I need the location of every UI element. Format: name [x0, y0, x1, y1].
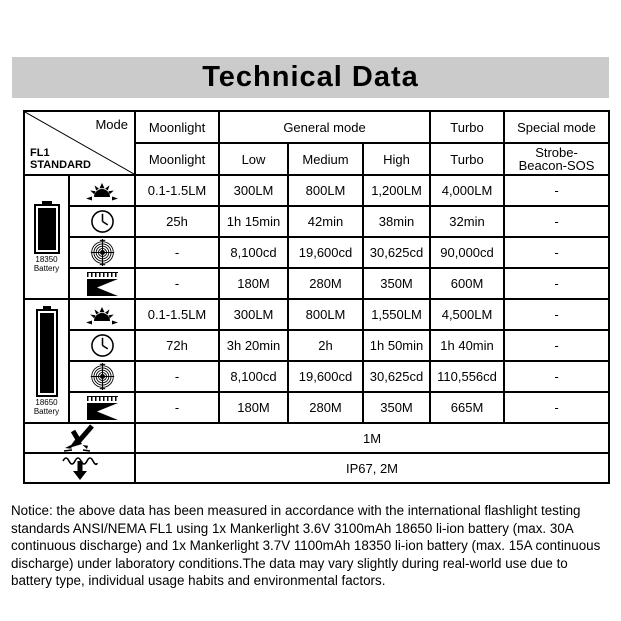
row-18650-intensity [24, 361, 609, 392]
value-cell: 32min [430, 206, 504, 237]
corner-cell [24, 111, 135, 175]
value-cell: 280M [288, 268, 363, 299]
waterproof-value: IP67, 2M [135, 453, 609, 483]
value-cell: 25h [135, 206, 219, 237]
value-cell: - [135, 361, 219, 392]
value-cell: 1,550LM [363, 299, 430, 330]
col-group-general: General mode [219, 111, 430, 143]
col-turbo: Turbo [430, 143, 504, 175]
value-cell: 0.1-1.5LM [135, 299, 219, 330]
mode-label: Mode [95, 117, 128, 132]
row-18650-distance [24, 392, 609, 423]
value-cell: 72h [135, 330, 219, 361]
distance-icon [69, 268, 135, 299]
value-cell: 42min [288, 206, 363, 237]
battery-18650-label: 18650 Battery [33, 398, 60, 416]
value-cell: - [504, 175, 609, 206]
value-cell: 300LM [219, 299, 288, 330]
value-cell: 1,200LM [363, 175, 430, 206]
value-cell: 800LM [288, 175, 363, 206]
row-18350-runtime [24, 206, 609, 237]
runtime-icon [69, 330, 135, 361]
impact-resistance-icon [24, 423, 135, 453]
value-cell: 1h 15min [219, 206, 288, 237]
intensity-icon [69, 237, 135, 268]
value-cell: - [504, 361, 609, 392]
value-cell: 19,600cd [288, 361, 363, 392]
col-moonlight: Moonlight [135, 143, 219, 175]
page-title: Technical Data [202, 61, 419, 93]
col-group-special: Special mode [504, 111, 609, 143]
fl1-standard-label: FL1 STANDARD [30, 147, 91, 171]
value-cell: 280M [288, 392, 363, 423]
col-medium: Medium [288, 143, 363, 175]
row-18350-lumens [24, 175, 609, 206]
col-special: Strobe- Beacon-SOS [504, 143, 609, 175]
value-cell: - [504, 268, 609, 299]
spec-table [23, 110, 610, 484]
brightness-icon [69, 299, 135, 330]
impact-value: 1M [135, 423, 609, 453]
value-cell: 3h 20min [219, 330, 288, 361]
value-cell: 350M [363, 268, 430, 299]
col-group-moonlight: Moonlight [135, 111, 219, 143]
row-18650-lumens [24, 299, 609, 330]
value-cell: - [504, 330, 609, 361]
value-cell: 8,100cd [219, 361, 288, 392]
col-low: Low [219, 143, 288, 175]
col-group-turbo: Turbo [430, 111, 504, 143]
value-cell: - [504, 299, 609, 330]
notice-text: Notice: the above data has been measured in accordance with the international flashlight testing standards ANSI/NEMA FL1 using 1x Mankerlight 3.6V 3100mAh 18650 li-ion battery (max. 30A continuous discharge) and 1x Mankerlight 3.7V 1100mAh 18350 li-ion battery (max. 15A continuous discharge) under laboratory conditions.The data may vary slightly during real-world use due to battery type, individual usage habits and environmental factors. [11, 503, 601, 589]
row-impact [24, 423, 609, 453]
value-cell: 1h 40min [430, 330, 504, 361]
value-cell: 30,625cd [363, 237, 430, 268]
value-cell: - [135, 392, 219, 423]
value-cell: 30,625cd [363, 361, 430, 392]
value-cell: 38min [363, 206, 430, 237]
row-18350-distance [24, 268, 609, 299]
value-cell: 4,000LM [430, 175, 504, 206]
value-cell: 8,100cd [219, 237, 288, 268]
value-cell: 110,556cd [430, 361, 504, 392]
value-cell: 0.1-1.5LM [135, 175, 219, 206]
value-cell: 1h 50min [363, 330, 430, 361]
value-cell: 2h [288, 330, 363, 361]
value-cell: 800LM [288, 299, 363, 330]
value-cell: - [135, 268, 219, 299]
col-high: High [363, 143, 430, 175]
battery-18350-label: 18350 Battery [33, 255, 60, 273]
battery-18350-cell [24, 175, 69, 299]
header-row-groups [24, 111, 609, 143]
battery-18650-cell [24, 299, 69, 423]
row-waterproof [24, 453, 609, 483]
waterproof-icon [24, 453, 135, 483]
value-cell: 19,600cd [288, 237, 363, 268]
value-cell: 4,500LM [430, 299, 504, 330]
value-cell: - [504, 206, 609, 237]
value-cell: - [135, 237, 219, 268]
runtime-icon [69, 206, 135, 237]
value-cell: 300LM [219, 175, 288, 206]
value-cell: 600M [430, 268, 504, 299]
value-cell: 665M [430, 392, 504, 423]
title-bar [12, 57, 609, 98]
value-cell: 90,000cd [430, 237, 504, 268]
value-cell: 180M [219, 268, 288, 299]
row-18350-intensity [24, 237, 609, 268]
distance-icon [69, 392, 135, 423]
brightness-icon [69, 175, 135, 206]
value-cell: 180M [219, 392, 288, 423]
value-cell: - [504, 392, 609, 423]
row-18650-runtime [24, 330, 609, 361]
intensity-icon [69, 361, 135, 392]
value-cell: 350M [363, 392, 430, 423]
value-cell: - [504, 237, 609, 268]
